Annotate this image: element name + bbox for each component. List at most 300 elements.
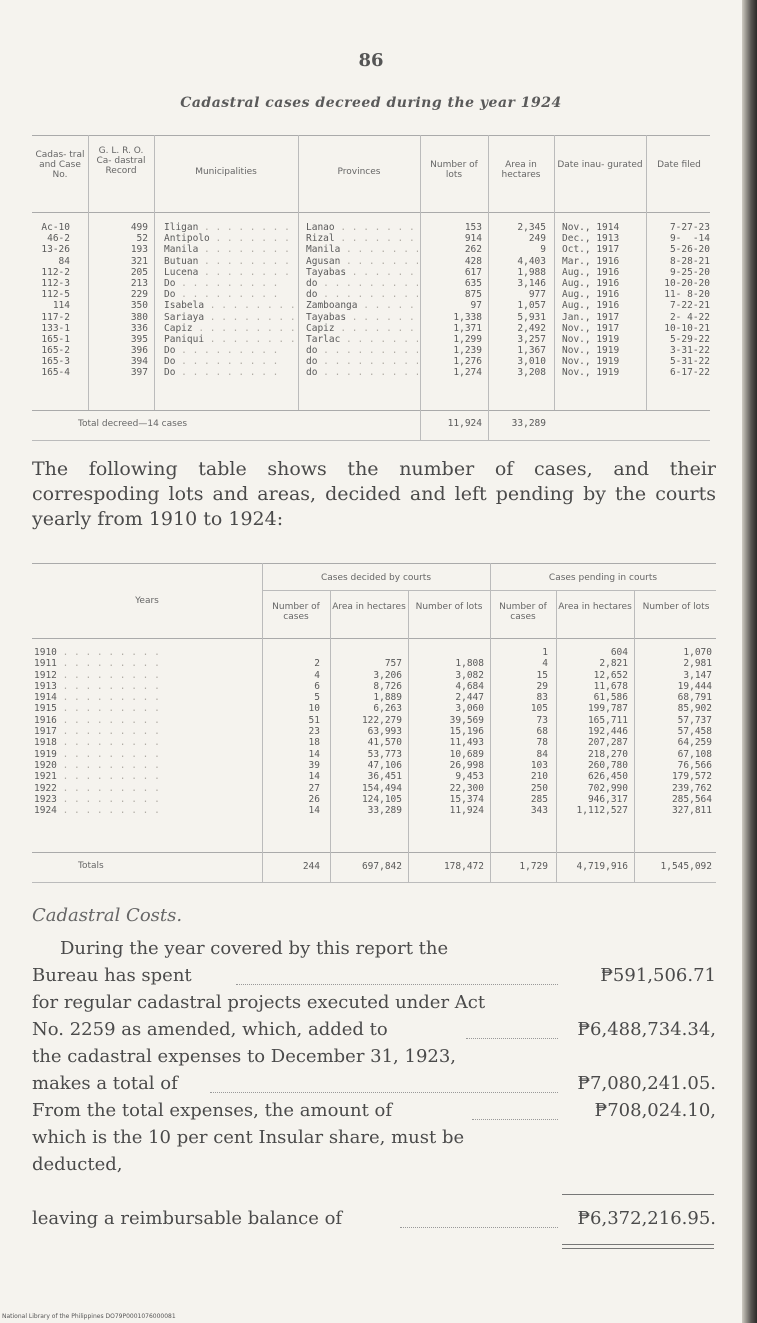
- table-cell: Lanao . . .: [306, 222, 418, 233]
- costs-line-2: Bureau has spent: [32, 965, 192, 986]
- costs-line-5: the cadastral expenses to December 31, 1923,: [32, 1046, 457, 1067]
- table-cell: do . . .: [306, 289, 418, 300]
- t2-total-pending-cases: 1,729: [519, 861, 548, 872]
- table-cell: 19,444: [677, 680, 712, 692]
- costs-line-1: During the year covered by this report the: [60, 938, 449, 959]
- table-cell: Aug., 1916: [562, 289, 620, 301]
- table-cell: 11- 8-20: [664, 289, 710, 301]
- table-cell: 41,570: [367, 737, 402, 749]
- t1-header-area: Area in hectares: [501, 160, 541, 180]
- table-cell: 11,493: [449, 737, 484, 749]
- table-cell: 114: [52, 300, 70, 312]
- table-cell: 380: [130, 311, 148, 323]
- table-cell: 1918 . . .: [34, 737, 260, 748]
- double-rule-top: [562, 1244, 714, 1245]
- t2-header-decided-group: Cases decided by courts: [320, 573, 432, 583]
- table-cell: 3,146: [517, 277, 546, 289]
- table-cell: 6,263: [373, 703, 402, 715]
- table-cell: 239,762: [671, 782, 712, 794]
- t2-column-decided-lots: [410, 647, 484, 816]
- t2-header-years: Years: [135, 596, 159, 606]
- table-cell: 1916 . . .: [34, 715, 260, 726]
- table-cell: 73: [536, 714, 548, 726]
- table-cell: 29: [536, 680, 548, 692]
- table-cell: 5,931: [517, 311, 546, 323]
- table-cell: Nov., 1919: [562, 367, 620, 379]
- table-cell: Do . . .: [164, 367, 296, 378]
- table-cell: 1,057: [517, 300, 546, 312]
- table-cell: 52: [136, 233, 148, 245]
- table-cell: 6: [314, 680, 320, 692]
- t1-column-area: [490, 222, 546, 379]
- table-cell: 6-17-22: [669, 367, 710, 379]
- table-cell: 1,889: [373, 692, 402, 704]
- table-cell: Capiz . . .: [306, 323, 418, 334]
- table-cell: 1,371: [453, 322, 482, 334]
- table-cell: Isabela . . .: [164, 300, 296, 311]
- table-cell: 18: [308, 737, 320, 749]
- intro-paragraph: The following table shows the number of cases, and their correspoding lots and areas, decided and left pending by the courts yearly from 1910 to 1924:: [32, 458, 716, 530]
- table-cell: [264, 647, 320, 658]
- table-cell: 977: [528, 289, 546, 301]
- table-cell: 1910 . . .: [34, 647, 260, 658]
- table-cell: 47,106: [367, 759, 402, 771]
- t2-header-decided-lots: Number of lots: [415, 602, 483, 612]
- table-cell: 9- -14: [669, 233, 710, 245]
- costs-amount-balance: ₱6,372,216.95.: [577, 1208, 716, 1229]
- table-cell: 4: [542, 658, 548, 670]
- table-cell: 13-26: [41, 244, 70, 256]
- t1-header-case-no: Cadas- tral and Case No.: [35, 150, 85, 180]
- table-cell: 1912 . . .: [34, 670, 260, 681]
- table-cell: Tayabas . . .: [306, 267, 418, 278]
- table-cell: 11,678: [593, 680, 628, 692]
- table-cell: 7-22-21: [669, 300, 710, 312]
- table-cell: Lucena . . .: [164, 267, 296, 278]
- table-cell: 11,924: [449, 805, 484, 817]
- costs-amount-previous: ₱6,488,734.34,: [577, 1019, 716, 1040]
- table-cell: 702,990: [587, 782, 628, 794]
- table2-bottom-rule: [32, 882, 716, 883]
- table-cell: do . . .: [306, 345, 418, 356]
- table-cell: Manila . . .: [306, 244, 418, 255]
- table-cell: Do . . .: [164, 345, 296, 356]
- t1-total-label: Total decreed—14 cases: [78, 419, 188, 429]
- table-cell: 4: [314, 669, 320, 681]
- costs-line-7: From the total expenses, the amount of: [32, 1100, 393, 1121]
- table-cell: 428: [464, 255, 482, 267]
- table-cell: 1923 . . .: [34, 794, 260, 805]
- table-cell: 914: [464, 233, 482, 245]
- table-cell: 1,070: [683, 647, 712, 658]
- table-cell: Tayabas . . .: [306, 312, 418, 323]
- t2-header-pending-cases: Number of cases: [499, 602, 547, 622]
- table-cell: 3-31-22: [669, 345, 710, 357]
- table-cell: 14: [308, 748, 320, 760]
- t2-total-decided-lots: 178,472: [443, 861, 484, 872]
- table-cell: 76,566: [677, 759, 712, 771]
- table-cell: 1911 . . .: [34, 658, 260, 669]
- table-cell: 2,492: [517, 322, 546, 334]
- table-cell: 1,299: [453, 333, 482, 345]
- table-cell: 249: [528, 233, 546, 245]
- table-cell: 250: [530, 782, 548, 794]
- table-cell: 229: [130, 289, 148, 301]
- t1-total-area: 33,289: [511, 418, 546, 429]
- table-cell: 1,274: [453, 367, 482, 379]
- table-cell: 10-10-21: [664, 322, 710, 334]
- table-cell: 1915 . . .: [34, 703, 260, 714]
- table-cell: 122,279: [361, 714, 402, 726]
- table-cell: 39: [308, 759, 320, 771]
- table-cell: 2- 4-22: [669, 311, 710, 323]
- table-cell: 207,287: [587, 737, 628, 749]
- table-cell: 9,453: [455, 771, 484, 783]
- table-cell: 3,208: [517, 367, 546, 379]
- table-cell: 2: [314, 658, 320, 670]
- costs-line-3: for regular cadastral projects executed under Act: [32, 992, 486, 1013]
- table1-col-divider: [88, 135, 89, 410]
- table-cell: 22,300: [449, 782, 484, 794]
- table-cell: 350: [130, 300, 148, 312]
- table1-top-rule: [32, 135, 710, 136]
- table-cell: 36,451: [367, 771, 402, 783]
- table-cell: 875: [464, 289, 482, 301]
- table-cell: 757: [384, 658, 402, 670]
- table-cell: 9-25-20: [669, 266, 710, 278]
- table2-col-divider: [408, 590, 409, 882]
- table2-top-rule: [32, 563, 716, 564]
- table-cell: 63,993: [367, 726, 402, 738]
- table-cell: 1,988: [517, 266, 546, 278]
- table-cell: 397: [130, 367, 148, 379]
- table-cell: 3,147: [683, 669, 712, 681]
- table-cell: 105: [530, 703, 548, 715]
- table-cell: 2,981: [683, 658, 712, 670]
- t2-total-decided-cases: 244: [302, 861, 320, 872]
- table-cell: 3,060: [455, 703, 484, 715]
- table-cell: do . . .: [306, 278, 418, 289]
- costs-line-9: deducted,: [32, 1154, 123, 1175]
- book-binding-edge: [742, 0, 757, 1323]
- table-cell: Tarlac . . .: [306, 334, 418, 345]
- table-cell: Paniqui . . .: [164, 334, 296, 345]
- table-cell: 39,569: [449, 714, 484, 726]
- t1-column-inaugurated: [562, 222, 644, 379]
- table-cell: 14: [308, 771, 320, 783]
- table2-col-divider: [330, 590, 331, 882]
- t2-header-decided-cases: Number of cases: [272, 602, 320, 622]
- t1-column-province: [306, 222, 418, 379]
- t1-header-filed: Date filed: [657, 160, 701, 170]
- t1-header-lots: Number of lots: [430, 160, 478, 180]
- table-cell: Nov., 1917: [562, 322, 620, 334]
- table-cell: Do . . .: [164, 289, 296, 300]
- table-cell: 1921 . . .: [34, 771, 260, 782]
- table-cell: 199,787: [587, 703, 628, 715]
- table-cell: 78: [536, 737, 548, 749]
- table-cell: 9: [540, 244, 546, 256]
- table-cell: 192,446: [587, 726, 628, 738]
- t2-header-pending-lots: Number of lots: [642, 602, 710, 612]
- table-cell: 68: [536, 726, 548, 738]
- costs-amount-total: ₱7,080,241.05.: [577, 1073, 716, 1094]
- t2-total-pending-lots: 1,545,092: [660, 861, 712, 872]
- costs-line-6: makes a total of: [32, 1073, 178, 1094]
- table-cell: 5-29-22: [669, 333, 710, 345]
- table-cell: 193: [130, 244, 148, 256]
- table-cell: 396: [130, 345, 148, 357]
- table-cell: 103: [530, 759, 548, 771]
- table-cell: 165-4: [41, 367, 70, 379]
- leader-dots: [466, 1038, 558, 1039]
- table-cell: 336: [130, 322, 148, 334]
- table-cell: 1924 . . .: [34, 805, 260, 816]
- costs-heading: Cadastral Costs.: [32, 905, 183, 926]
- costs-line-4: No. 2259 as amended, which, added to: [32, 1019, 388, 1040]
- t1-header-municipalities: Municipalities: [195, 167, 257, 177]
- table-cell: Aug., 1916: [562, 300, 620, 312]
- table-cell: 179,572: [671, 771, 712, 783]
- table-cell: 57,458: [677, 726, 712, 738]
- t2-header-pending-area: Area in hectares: [558, 602, 632, 612]
- leader-dots: [400, 1227, 558, 1228]
- table-cell: 10-20-20: [664, 277, 710, 289]
- table-cell: Sariaya . . .: [164, 312, 296, 323]
- table-cell: 3,257: [517, 333, 546, 345]
- table-cell: 64,259: [677, 737, 712, 749]
- table-cell: 165-3: [41, 356, 70, 368]
- table-cell: Nov., 1919: [562, 356, 620, 368]
- table-cell: 165-1: [41, 333, 70, 345]
- table-cell: Capiz . . .: [164, 323, 296, 334]
- table-cell: 213: [130, 277, 148, 289]
- table-cell: [332, 647, 402, 658]
- table-cell: 83: [536, 692, 548, 704]
- table-cell: 1920 . . .: [34, 760, 260, 771]
- table-cell: 5: [314, 692, 320, 704]
- table-cell: 84: [58, 255, 70, 267]
- table-cell: 1,338: [453, 311, 482, 323]
- t2-column-pending-lots: [636, 647, 712, 816]
- t1-header-inaugurated: Date inau- gurated: [557, 160, 643, 170]
- t2-total-pending-area: 4,719,916: [576, 861, 628, 872]
- table-cell: Iligan . . .: [164, 222, 296, 233]
- t2-column-year: [34, 647, 260, 816]
- leader-dots: [210, 1092, 558, 1093]
- table2-body-rule: [32, 852, 716, 853]
- table-cell: 1,367: [517, 345, 546, 357]
- table1-col-divider: [488, 135, 489, 440]
- table-cell: 1,276: [453, 356, 482, 368]
- table1-title: Cadastral cases decreed during the year 1924: [180, 95, 562, 111]
- table-cell: 395: [130, 333, 148, 345]
- table-cell: 14: [308, 805, 320, 817]
- double-rule-bottom: [562, 1248, 714, 1249]
- table-cell: 3,206: [373, 669, 402, 681]
- table-cell: Manila . . .: [164, 244, 296, 255]
- t1-header-glro: G. L. R. O. Ca- dastral Record: [96, 146, 146, 176]
- table-cell: 112-3: [41, 277, 70, 289]
- table-cell: 205: [130, 266, 148, 278]
- table-cell: 1913 . . .: [34, 681, 260, 692]
- table-cell: Do . . .: [164, 356, 296, 367]
- table-cell: 112-5: [41, 289, 70, 301]
- table-cell: 394: [130, 356, 148, 368]
- table-cell: 1,808: [455, 658, 484, 670]
- costs-amount-spent: ₱591,506.71: [600, 965, 716, 986]
- table1-col-divider: [420, 135, 421, 440]
- table-cell: Nov., 1914: [562, 222, 620, 233]
- table-cell: 3,010: [517, 356, 546, 368]
- table-cell: 133-1: [41, 322, 70, 334]
- costs-line-8: which is the 10 per cent Insular share, must be: [32, 1127, 465, 1148]
- table-cell: 1,239: [453, 345, 482, 357]
- table2-col-divider: [556, 590, 557, 882]
- table-cell: 10: [308, 703, 320, 715]
- table-cell: 61,586: [593, 692, 628, 704]
- table-cell: 626,450: [587, 771, 628, 783]
- leader-dots: [236, 984, 558, 985]
- table-cell: 15,374: [449, 793, 484, 805]
- table2-col-divider: [262, 563, 263, 882]
- table-cell: 1914 . . .: [34, 692, 260, 703]
- table-cell: Mar., 1916: [562, 255, 620, 267]
- table-cell: 1: [542, 647, 548, 658]
- table-cell: 321: [130, 255, 148, 267]
- t1-column-glro: [92, 222, 148, 379]
- table-cell: 218,270: [587, 748, 628, 760]
- table-cell: 68,791: [677, 692, 712, 704]
- table-cell: 23: [308, 726, 320, 738]
- table-cell: 46-2: [47, 233, 70, 245]
- table-cell: 27: [308, 782, 320, 794]
- t2-totals-label: Totals: [78, 861, 104, 871]
- table-cell: 285,564: [671, 793, 712, 805]
- table1-col-divider: [646, 135, 647, 410]
- table-cell: 26,998: [449, 759, 484, 771]
- table-cell: 327,811: [671, 805, 712, 817]
- t2-header-pending-group: Cases pending in courts: [548, 573, 658, 583]
- table-cell: Nov., 1919: [562, 345, 620, 357]
- table-cell: 262: [464, 244, 482, 256]
- costs-amount-insular: ₱708,024.10,: [594, 1100, 716, 1121]
- t1-column-municipality: [164, 222, 296, 379]
- table1-body-rule: [32, 410, 710, 411]
- costs-line-10: leaving a reimbursable balance of: [32, 1208, 343, 1229]
- table-cell: 7-27-23: [669, 222, 710, 233]
- table-cell: Dec., 1913: [562, 233, 620, 245]
- table-cell: 4,403: [517, 255, 546, 267]
- t1-column-lots: [424, 222, 482, 379]
- table-cell: Jan., 1917: [562, 311, 620, 323]
- table-cell: 604: [610, 647, 628, 658]
- table-cell: [410, 647, 484, 658]
- table-cell: Agusan . . .: [306, 256, 418, 267]
- t2-total-decided-area: 697,842: [361, 861, 402, 872]
- table-cell: 15: [536, 669, 548, 681]
- page-number: 86: [358, 50, 384, 71]
- t2-column-pending-cases: [492, 647, 548, 816]
- table1-header-rule: [32, 212, 710, 213]
- table-cell: 97: [470, 300, 482, 312]
- table-cell: 1922 . . .: [34, 783, 260, 794]
- table-cell: Aug., 1916: [562, 266, 620, 278]
- table2-header-rule: [32, 638, 716, 639]
- t1-total-lots: 11,924: [447, 418, 482, 429]
- table-cell: 5-26-20: [669, 244, 710, 256]
- table-cell: 12,652: [593, 669, 628, 681]
- table-cell: 1919 . . .: [34, 749, 260, 760]
- table-cell: 10,689: [449, 748, 484, 760]
- table-cell: 210: [530, 771, 548, 783]
- table-cell: 112-2: [41, 266, 70, 278]
- table-cell: 124,105: [361, 793, 402, 805]
- table1-col-divider: [554, 135, 555, 410]
- table-cell: 946,317: [587, 793, 628, 805]
- table2-col-divider: [490, 563, 491, 882]
- t1-column-case: [32, 222, 70, 379]
- table-cell: 26: [308, 793, 320, 805]
- table-cell: 617: [464, 266, 482, 278]
- table-cell: 499: [130, 222, 148, 233]
- sum-rule: [562, 1194, 714, 1195]
- table-cell: 153: [464, 222, 482, 233]
- table-cell: Aug., 1916: [562, 277, 620, 289]
- t1-column-filed: [648, 222, 710, 379]
- table-cell: 154,494: [361, 782, 402, 794]
- table-cell: 285: [530, 793, 548, 805]
- table-cell: Nov., 1919: [562, 333, 620, 345]
- table-cell: 67,108: [677, 748, 712, 760]
- table-cell: 260,780: [587, 759, 628, 771]
- table-cell: do . . .: [306, 367, 418, 378]
- table-cell: 117-2: [41, 311, 70, 323]
- table-cell: 8-28-21: [669, 255, 710, 267]
- table-cell: 84: [536, 748, 548, 760]
- table2-col-divider: [634, 590, 635, 882]
- t2-column-pending-area: [558, 647, 628, 816]
- t2-column-decided-area: [332, 647, 402, 816]
- table-cell: 2,447: [455, 692, 484, 704]
- t2-header-decided-area: Area in hectares: [332, 602, 406, 612]
- table-cell: do . . .: [306, 356, 418, 367]
- leader-dots: [472, 1119, 558, 1120]
- table-cell: 85,902: [677, 703, 712, 715]
- table-cell: 2,821: [599, 658, 628, 670]
- table-cell: 635: [464, 277, 482, 289]
- table-cell: Rizal . . .: [306, 233, 418, 244]
- table-cell: 57,737: [677, 714, 712, 726]
- table-cell: 343: [530, 805, 548, 817]
- table-cell: Oct., 1917: [562, 244, 620, 256]
- table-cell: 5-31-22: [669, 356, 710, 368]
- table-cell: Ac-10: [41, 222, 70, 233]
- table-cell: 4,684: [455, 680, 484, 692]
- t1-header-provinces: Provinces: [337, 167, 381, 177]
- library-footer: National Library of the Philippines DO79P0001076000081: [2, 1313, 176, 1320]
- table-cell: 8,726: [373, 680, 402, 692]
- table-cell: Do . . .: [164, 278, 296, 289]
- table-cell: 51: [308, 714, 320, 726]
- table-cell: 33,289: [367, 805, 402, 817]
- table-cell: 165-2: [41, 345, 70, 357]
- table1-bottom-rule: [32, 440, 710, 441]
- table-cell: 1917 . . .: [34, 726, 260, 737]
- table-cell: 1,112,527: [576, 805, 628, 817]
- table-cell: 3,082: [455, 669, 484, 681]
- table-cell: 15,196: [449, 726, 484, 738]
